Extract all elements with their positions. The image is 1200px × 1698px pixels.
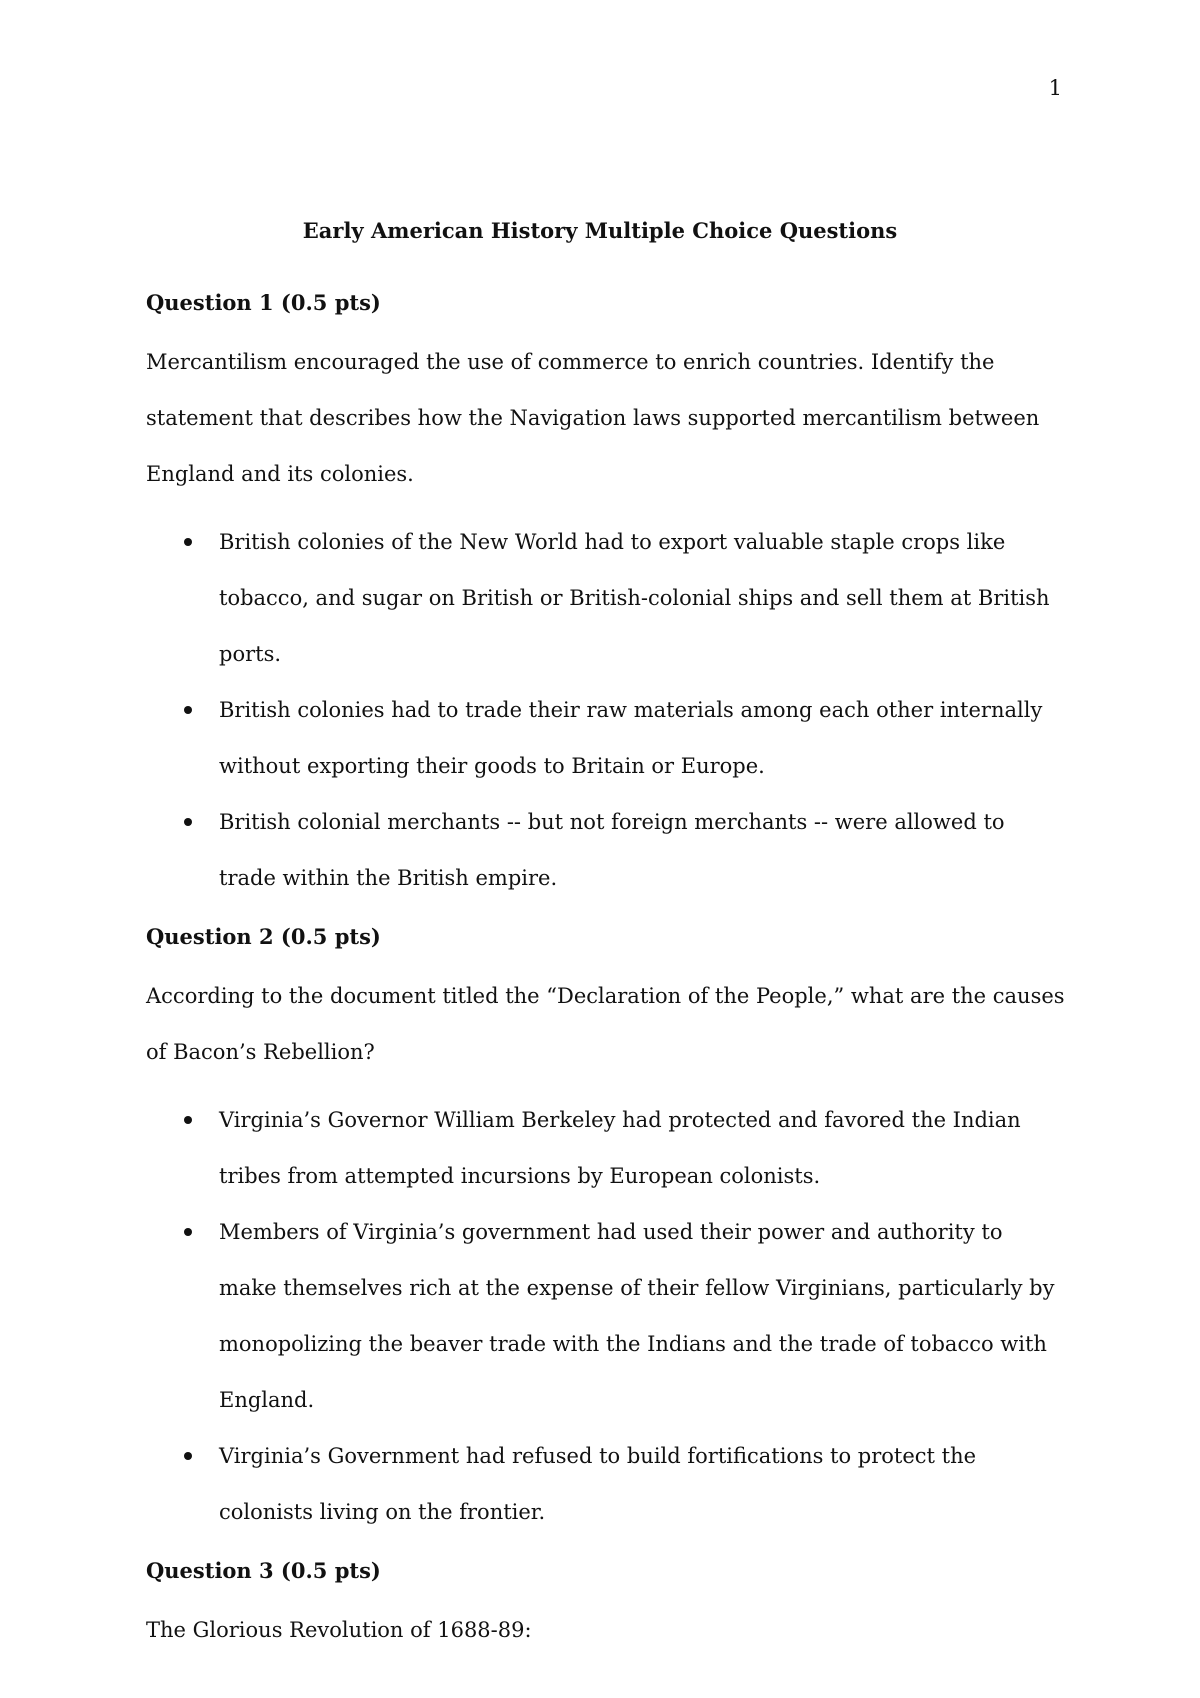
question-1-options bbox=[146, 514, 1066, 906]
option-text: British colonies had to trade their raw materials among each other internally without exporting their goods to Britain or Europe. bbox=[219, 698, 1043, 778]
option-text: Virginia’s Government had refused to build fortifications to protect the colonists living on the frontier. bbox=[219, 1444, 977, 1524]
option-text: British colonies of the New World had to export valuable staple crops like tobacco, and sugar on British or British-colonial ships and sell them at British ports. bbox=[219, 530, 1050, 666]
document-body bbox=[146, 270, 1066, 1658]
bullet-icon bbox=[184, 706, 192, 714]
question-3 bbox=[146, 1554, 1066, 1658]
option-item bbox=[146, 682, 1066, 794]
bullet-icon bbox=[184, 1228, 192, 1236]
option-text: Members of Virginia’s government had used their power and authority to make themselves rich at the expense of their fellow Virginians, particularly by monopolizing the beaver trade with the Indians and the trade of tobacco with England. bbox=[219, 1220, 1055, 1412]
question-2-options bbox=[146, 1092, 1066, 1540]
question-3-heading: Question 3 (0.5 pts) bbox=[146, 1558, 381, 1583]
bullet-icon bbox=[184, 1116, 192, 1124]
bullet-icon bbox=[184, 818, 192, 826]
question-1-text: Mercantilism encouraged the use of commerce to enrich countries. Identify the statement that describes how the Navigation laws supported mercantilism between England and its colonies. bbox=[146, 350, 1040, 486]
bullet-icon bbox=[184, 538, 192, 546]
question-3-text: The Glorious Revolution of 1688-89: bbox=[146, 1618, 532, 1642]
question-1-heading: Question 1 (0.5 pts) bbox=[146, 290, 381, 315]
bullet-icon bbox=[184, 1452, 192, 1460]
option-item bbox=[146, 794, 1066, 906]
question-2-heading: Question 2 (0.5 pts) bbox=[146, 924, 381, 949]
page-number: 1 bbox=[1048, 76, 1062, 100]
option-text: Virginia’s Governor William Berkeley had protected and favored the Indian tribes from attempted incursions by European colonists. bbox=[219, 1108, 1021, 1188]
option-item bbox=[146, 1428, 1066, 1540]
question-2-text: According to the document titled the “Declaration of the People,” what are the causes of Bacon’s Rebellion? bbox=[146, 984, 1065, 1064]
option-text: British colonial merchants -- but not foreign merchants -- were allowed to trade within the British empire. bbox=[219, 810, 1005, 890]
option-item bbox=[146, 1092, 1066, 1204]
page-title: Early American History Multiple Choice Questions bbox=[302, 218, 898, 243]
option-item bbox=[146, 514, 1066, 682]
question-1 bbox=[146, 286, 1066, 906]
question-2 bbox=[146, 920, 1066, 1540]
option-item bbox=[146, 1204, 1066, 1428]
